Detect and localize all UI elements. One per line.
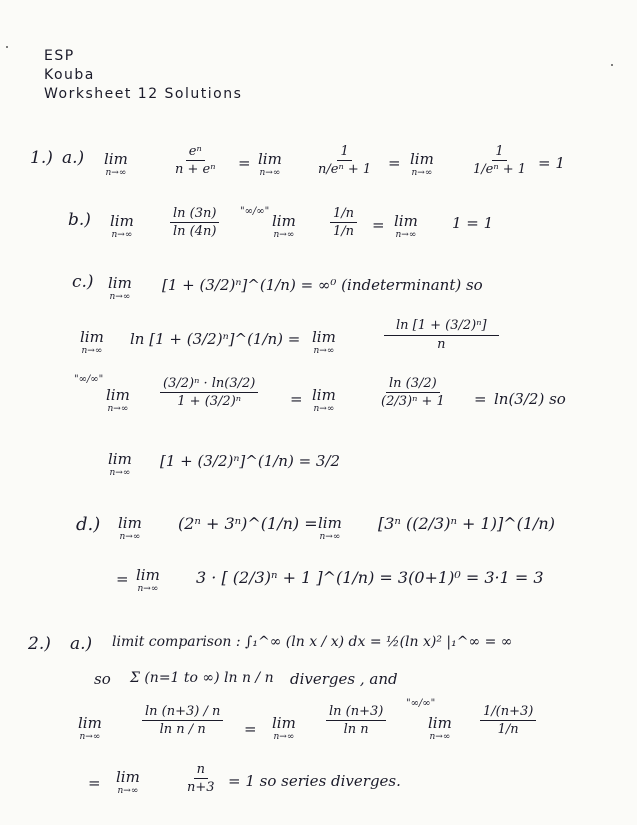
fraction: $\frac{\ln (n+3) / n}{\text{ln n / n}}$: [142, 704, 223, 737]
expression-line: so: [94, 670, 111, 688]
result-text: = 1 so series diverges.: [228, 772, 401, 790]
equals-sign: =: [372, 216, 385, 234]
expression-line: (2ⁿ + 3ⁿ)^(1/n) =: [178, 514, 318, 533]
result-text: = 1: [538, 154, 565, 172]
limit-operator: lim n→∞: [272, 212, 296, 240]
fraction: $\frac{\ln (3/2)}{\text{(2/3)ⁿ + 1}}$: [381, 376, 445, 409]
limit-operator: lim n→∞: [136, 566, 160, 594]
fraction: $\frac{\ln (n+3)}{\text{ln n}}$: [326, 704, 386, 737]
limit-operator: lim n→∞: [78, 714, 102, 742]
lhopital-marker: "∞/∞": [406, 698, 436, 709]
header-author: Kouba: [44, 67, 95, 83]
expression-line: 3 · [ (2/3)ⁿ + 1 ]^(1/n) = 3(0+1)⁰ = 3·1 = 3: [196, 568, 544, 587]
limit-operator: lim n→∞: [428, 714, 452, 742]
limit-operator: lim n→∞: [80, 328, 104, 356]
fraction: $\frac{\text{(3/2)ⁿ · ln(3/2)}}{\text{1 + (3/2)ⁿ}}$: [160, 376, 258, 409]
equals-sign: =: [88, 774, 101, 792]
result-text: 1 = 1: [452, 214, 494, 232]
expression-line: ln [1 + (3/2)ⁿ]^(1/n) =: [130, 330, 301, 348]
header-title: Worksheet 12 Solutions: [44, 86, 243, 102]
stray-dot: [6, 46, 8, 48]
limit-operator: lim n→∞: [394, 212, 418, 240]
problem-1-label: 1.): [30, 148, 53, 168]
lhopital-marker: "∞/∞": [240, 206, 270, 217]
expression-line: ln(3/2) so: [494, 390, 566, 408]
expression-line: [1 + (3/2)ⁿ]^(1/n) = ∞⁰ (indeterminant) so: [162, 276, 483, 294]
equals-sign: =: [238, 154, 251, 172]
fraction: $\frac{1/(n+3)}{1/n}$: [480, 704, 536, 737]
equals-sign: =: [244, 720, 257, 738]
limit-operator: lim n→∞: [110, 212, 134, 240]
limit-operator: lim n→∞: [116, 768, 140, 796]
header-course: ESP: [44, 48, 75, 64]
limit-operator: lim n→∞: [318, 514, 342, 542]
limit-operator: lim n→∞: [272, 714, 296, 742]
expression-line: diverges , and: [290, 670, 398, 688]
part-d-label: d.): [76, 514, 101, 535]
stray-dot: [611, 64, 613, 66]
equals-sign: =: [388, 154, 401, 172]
fraction: $\frac{\ln (3n)}{\ln (4n)}$: [170, 206, 219, 239]
limit-operator: lim n→∞: [108, 274, 132, 302]
limit-operator: lim n→∞: [118, 514, 142, 542]
fraction: $\frac{\text{ln [1 + (3/2)ⁿ]}}{n}$: [384, 318, 499, 352]
fraction: $\frac{n}{n+3}$: [187, 762, 215, 795]
limit-operator: lim n→∞: [104, 150, 128, 178]
expression-line: [1 + (3/2)ⁿ]^(1/n) = 3/2: [160, 452, 341, 470]
part-b-label: b.): [68, 210, 91, 230]
fraction: $\frac{1/n}{1/n}$: [330, 206, 357, 239]
equals-sign: =: [290, 390, 303, 408]
part-c-label: c.): [72, 272, 94, 292]
fraction: $\frac{\text{eⁿ}}{\text{n + eⁿ}}$: [175, 144, 216, 177]
equals-sign: =: [474, 390, 487, 408]
limit-operator: lim n→∞: [312, 328, 336, 356]
limit-operator: lim n→∞: [312, 386, 336, 414]
limit-operator: lim n→∞: [108, 450, 132, 478]
limit-operator: lim n→∞: [258, 150, 282, 178]
expression-line: [3ⁿ ((2/3)ⁿ + 1)]^(1/n): [378, 514, 555, 533]
lhopital-marker: "∞/∞": [74, 374, 104, 385]
fraction: $\frac{1}{\text{n/eⁿ + 1}}$: [318, 144, 372, 177]
limit-operator: lim n→∞: [106, 386, 130, 414]
part-a-label: a.): [70, 634, 93, 654]
limit-operator: lim n→∞: [410, 150, 434, 178]
expression-line: limit comparison : ∫₁^∞ (ln x / x) dx = ½(ln x)² |₁^∞ = ∞: [112, 634, 513, 650]
equals-sign: =: [116, 570, 129, 588]
part-a-label: a.): [62, 148, 85, 168]
series-expression: Σ (n=1 to ∞) ln n / n: [130, 670, 274, 686]
problem-2-label: 2.): [28, 634, 51, 654]
fraction: $\frac{1}{\text{1/eⁿ + 1}}$: [473, 144, 527, 177]
